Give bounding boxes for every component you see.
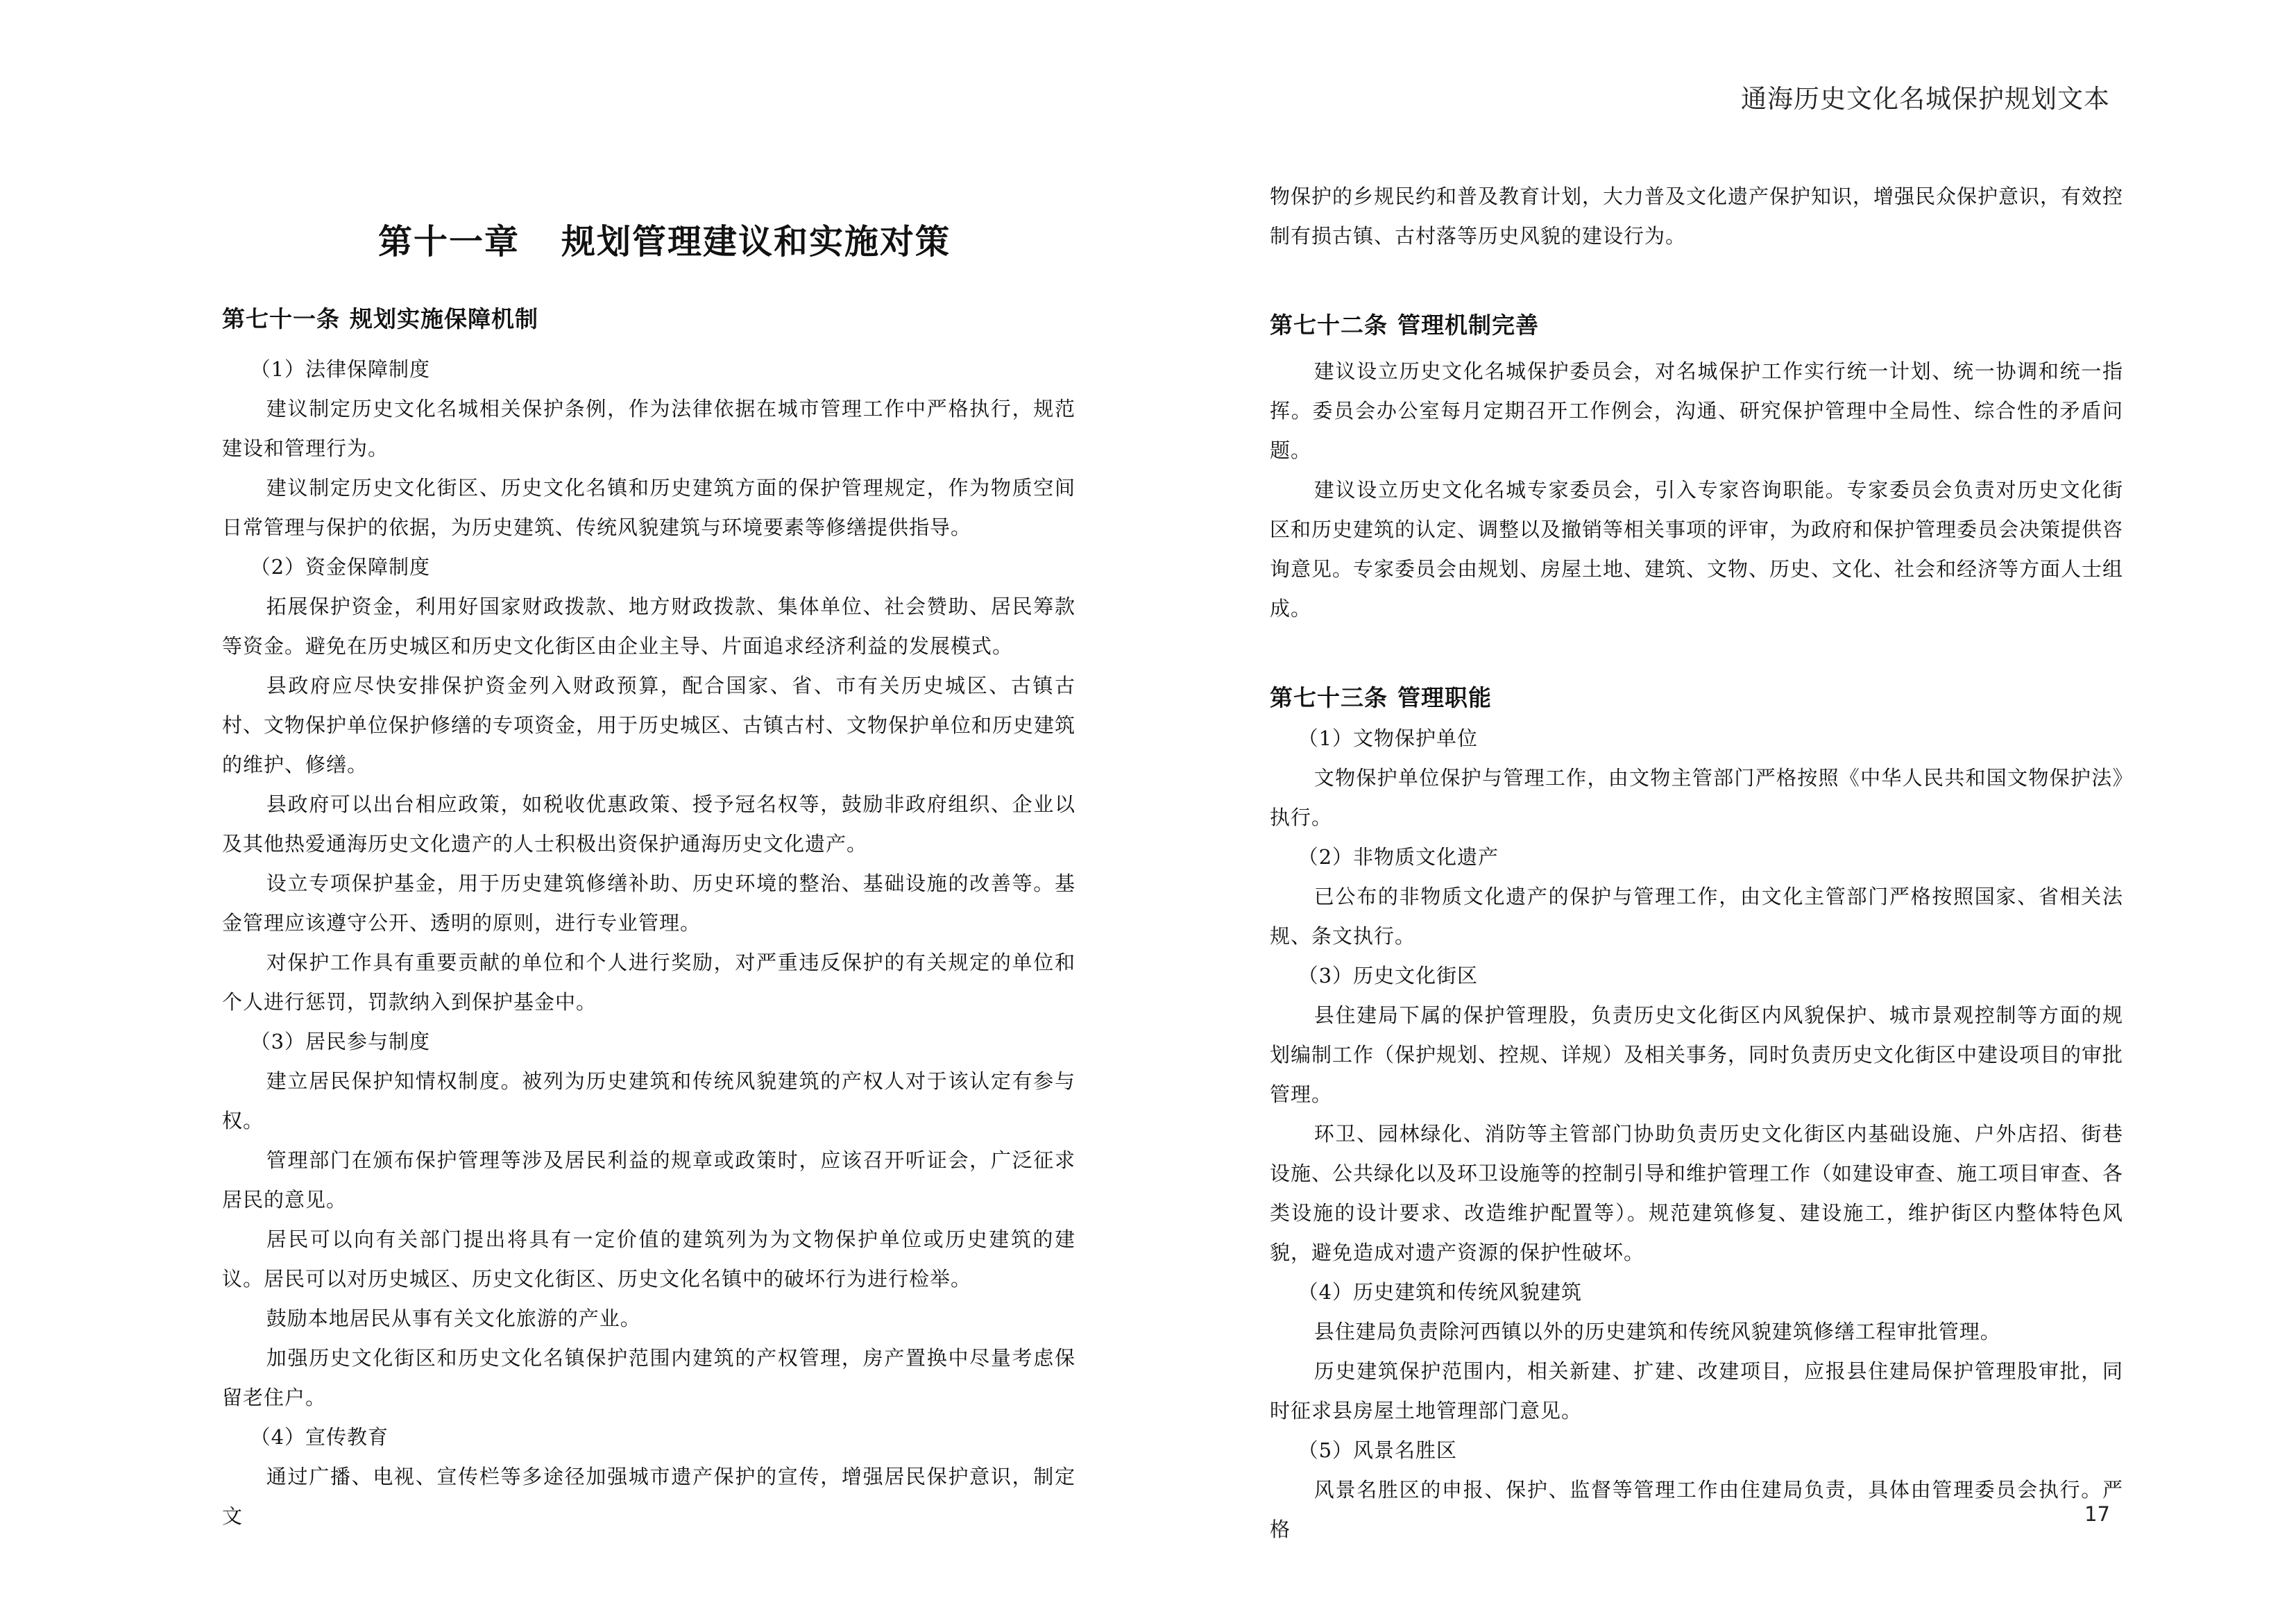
- paragraph: 已公布的非物质文化遗产的保护与管理工作，由文化主管部门严格按照国家、省相关法规、条文执行。: [1270, 885, 2123, 948]
- paragraph: 文物保护单位保护与管理工作，由文物主管部门严格按照《中华人民共和国文物保护法》执行。: [1270, 766, 2123, 829]
- paragraph: 设立专项保护基金，用于历史建筑修缮补助、历史环境的整治、基础设施的改善等。基金管理应该遵守公开、透明的原则，进行专业管理。: [222, 872, 1075, 935]
- article-73-heading: [1270, 677, 2123, 719]
- page-number: 17: [2084, 1502, 2110, 1526]
- subsection-heading: （3）居民参与制度: [250, 1030, 431, 1053]
- subsection-heading: （4）宣传教育: [250, 1425, 389, 1449]
- paragraph: 管理部门在颁布保护管理等涉及居民利益的规章或政策时，应该召开听证会，广泛征求居民的意见。: [222, 1148, 1075, 1212]
- article-71-heading: [222, 298, 1075, 340]
- subsection-heading: （3）历史文化街区: [1298, 964, 1479, 987]
- chapter-number: 第十一章: [378, 222, 520, 262]
- chapter-name: 规划管理建议和实施对策: [561, 222, 951, 262]
- continued-paragraph: 物保护的乡规民约和普及教育计划，大力普及文化遗产保护知识，增强民众保护意识，有效控制有损古镇、古村落等历史风貌的建设行为。: [1270, 185, 2124, 248]
- paragraph: 建议设立历史文化名城专家委员会，引入专家咨询职能。专家委员会负责对历史文化街区和历史建筑的认定、调整以及撤销等相关事项的评审，为政府和保护管理委员会决策提供咨询意见。专家委员会由规划、房屋土地、建筑、文物、历史、文化、社会和经济等方面人士组成。: [1270, 478, 2124, 620]
- paragraph: 拓展保护资金，利用好国家财政拨款、地方财政拨款、集体单位、社会赞助、居民筹款等资金。避免在历史城区和历史文化街区由企业主导、片面追求经济利益的发展模式。: [222, 595, 1075, 658]
- paragraph: 县政府可以出台相应政策，如税收优惠政策、授予冠名权等，鼓励非政府组织、企业以及其他热爱通海历史文化遗产的人士积极出资保护通海历史文化遗产。: [222, 792, 1075, 856]
- article-72-heading: [1270, 305, 2123, 346]
- paragraph: 县政府应尽快安排保护资金列入财政预算，配合国家、省、市有关历史城区、古镇古村、文物保护单位保护修缮的专项资金，用于历史城区、古镇古村、文物保护单位和历史建筑的维护、修缮。: [222, 674, 1076, 776]
- paragraph: 建议制定历史文化名城相关保护条例，作为法律依据在城市管理工作中严格执行，规范建设和管理行为。: [222, 397, 1075, 460]
- article-73-number: 第七十三条: [1270, 684, 1388, 711]
- paragraph: 历史建筑保护范围内，相关新建、扩建、改建项目，应报县住建局保护管理股审批，同时征求县房屋土地管理部门意见。: [1270, 1359, 2123, 1422]
- paragraph: 建议制定历史文化街区、历史文化名镇和历史建筑方面的保护管理规定，作为物质空间日常管理与保护的依据，为历史建筑、传统风貌建筑与环境要素等修缮提供指导。: [222, 476, 1075, 539]
- subsection-heading: （5）风景名胜区: [1298, 1438, 1458, 1462]
- article-71-number: 第七十一条: [222, 305, 340, 332]
- paragraph: 对保护工作具有重要贡献的单位和个人进行奖励，对严重违反保护的有关规定的单位和个人进行惩罚，罚款纳入到保护基金中。: [222, 951, 1075, 1014]
- paragraph: 居民可以向有关部门提出将具有一定价值的建筑列为为文物保护单位或历史建筑的建议。居民可以对历史城区、历史文化街区、历史文化名镇中的破坏行为进行检举。: [222, 1227, 1075, 1291]
- paragraph: 风景名胜区的申报、保护、监督等管理工作由住建局负责，具体由管理委员会执行。严格: [1270, 1478, 2123, 1541]
- article-71-title: 规划实施保障机制: [350, 305, 538, 332]
- article-73-title: 管理职能: [1397, 684, 1492, 711]
- subsection-heading: （4）历史建筑和传统风貌建筑: [1298, 1280, 1583, 1304]
- subsection-heading: （2）非物质文化遗产: [1298, 845, 1499, 869]
- paragraph: 加强历史文化街区和历史文化名镇保护范围内建筑的产权管理，房产置换中尽量考虑保留老住户。: [222, 1346, 1075, 1409]
- paragraph: 鼓励本地居民从事有关文化旅游的产业。: [266, 1307, 641, 1330]
- paragraph: 县住建局下属的保护管理股，负责历史文化街区内风貌保护、城市景观控制等方面的规划编制工作（保护规划、控规、详规）及相关事务，同时负责历史文化街区中建设项目的审批管理。: [1270, 1003, 2124, 1106]
- article-72-title: 管理机制完善: [1397, 312, 1539, 339]
- left-column: [222, 298, 1075, 1536]
- subsection-heading: （1）法律保障制度: [250, 357, 431, 381]
- subsection-heading: （2）资金保障制度: [250, 555, 431, 579]
- article-72-number: 第七十二条: [1270, 312, 1388, 339]
- paragraph: 通过广播、电视、宣传栏等多途径加强城市遗产保护的宣传，增强居民保护意识，制定文: [222, 1465, 1075, 1528]
- right-column: [1270, 177, 2123, 1549]
- paragraph: 县住建局负责除河西镇以外的历史建筑和传统风貌建筑修缮工程审批管理。: [1313, 1320, 2001, 1343]
- paragraph: 建立居民保护知情权制度。被列为历史建筑和传统风貌建筑的产权人对于该认定有参与权。: [222, 1069, 1075, 1132]
- document-header-title: 通海历史文化名城保护规划文本: [1741, 84, 2110, 114]
- paragraph: 环卫、园林绿化、消防等主管部门协助负责历史文化街区内基础设施、户外店招、街巷设施、公共绿化以及环卫设施等的控制引导和维护管理工作（如建设审查、施工项目审查、各类设施的设计要求、改造维护配置等）。规范建筑修复、建设施工，维护街区内整体特色风貌，避免造成对遗产资源的保护性破坏。: [1270, 1122, 2124, 1264]
- chapter-title: [378, 215, 975, 264]
- paragraph: 建议设立历史文化名城保护委员会，对名城保护工作实行统一计划、统一协调和统一指挥。委员会办公室每月定期召开工作例会，沟通、研究保护管理中全局性、综合性的矛盾问题。: [1270, 359, 2123, 462]
- subsection-heading: （1）文物保护单位: [1298, 726, 1479, 750]
